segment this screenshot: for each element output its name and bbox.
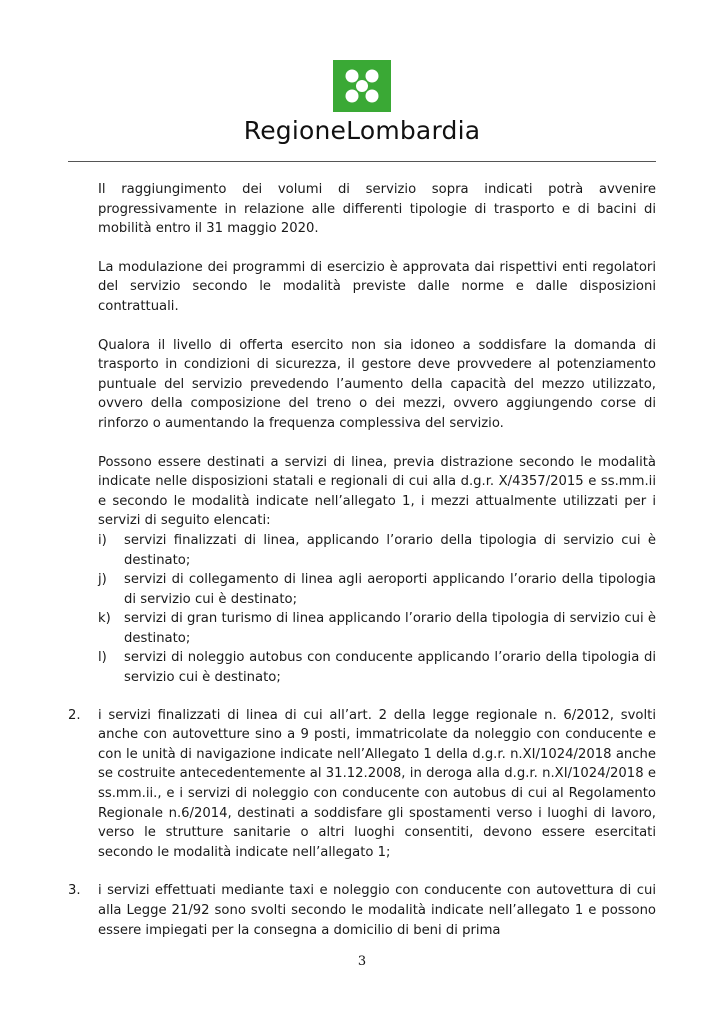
page-number: 3 bbox=[357, 954, 367, 969]
numbered-item-text: i servizi finalizzati di linea di cui all’art. 2 della legge regionale n. 6/2012, svolti anche con autovetture sino a 9 posti, immatricolate da noleggio con conducente e con le unità di navigazione indicate nell’Allegato 1 della d.g.r. n.XI/1024/2018 anche se costruite antecedentemente al 31.12.2008, in deroga alla d.g.r. n.XI/1024/2018 e ss.mm.ii., e i servizi di noleggio con conducente con autobus di cui al Regolamento Regionale n.6/2014, destinati a soddisfare gli spostamenti verso i luoghi di lavoro, verso le strutture sanitarie o altri luoghi consentiti, devono essere esercitati secondo le modalità indicate nell’allegato 1; bbox=[98, 707, 656, 860]
regione-lombardia-logo-icon bbox=[333, 60, 391, 112]
list-item-text: servizi di gran turismo di linea applicando l’orario della tipologia di servizio cui è destinato; bbox=[124, 611, 656, 646]
numbered-item bbox=[68, 706, 656, 863]
header-divider bbox=[68, 161, 656, 162]
list-item bbox=[98, 531, 656, 570]
list-marker: l) bbox=[98, 650, 107, 666]
list-item-text: servizi di collegamento di linea agli aeroporti applicando l’orario della tipologia di servizio cui è destinato; bbox=[124, 572, 656, 607]
list-item bbox=[98, 609, 656, 648]
list-marker: j) bbox=[98, 572, 107, 588]
list-item bbox=[98, 570, 656, 609]
page-header bbox=[0, 0, 724, 166]
list-item-text: servizi di noleggio autobus con conducente applicando l’orario della tipologia di servizio cui è destinato; bbox=[124, 650, 656, 686]
service-list bbox=[98, 531, 656, 688]
document-body bbox=[68, 180, 656, 959]
item-number: 3. bbox=[68, 883, 81, 899]
list-marker: i) bbox=[98, 532, 107, 548]
paragraph: La modulazione dei programmi di esercizio è approvata dai rispettivi enti regolatori del servizio secondo le modalità previste dalle norme e dalle disposizioni contrattuali. bbox=[98, 259, 656, 314]
brand-name: RegioneLombardia bbox=[243, 116, 481, 145]
paragraph: Possono essere destinati a servizi di linea, previa distrazione secondo le modalità indicate nelle disposizioni statali e regionali di cui alla d.g.r. X/4357/2015 e ss.mm.ii e secondo le modalità indicate nell’allegato 1, i mezzi attualmente utilizzati per i servizi di seguito elencati: bbox=[98, 454, 656, 529]
list-item bbox=[98, 648, 656, 687]
numbered-item-text: i servizi effettuati mediante taxi e noleggio con conducente con autovettura di cui alla Legge 21/92 sono svolti secondo le modalità indicate nell’allegato 1 e possono essere impiegati per la consegna a domicilio di beni di prima bbox=[98, 883, 656, 938]
item-number: 2. bbox=[68, 707, 81, 723]
paragraph: Qualora il livello di offerta esercito non sia idoneo a soddisfare la domanda di trasporto in condizioni di sicurezza, il gestore deve provvedere al potenziamento puntuale del servizio prevedendo l’aumento della capacità del mezzo utilizzato, ovvero della composizione del treno o dei mezzi, ovvero aggiungendo corse di rinforzo o aumentando la frequenza complessiva del servizio. bbox=[98, 337, 656, 431]
list-item-text: servizi finalizzati di linea, applicando l’orario della tipologia di servizio cui è destinato; bbox=[124, 532, 656, 568]
list-marker: k) bbox=[98, 611, 111, 627]
paragraph: Il raggiungimento dei volumi di servizio sopra indicati potrà avvenire progressivamente in relazione alle differenti tipologie di trasporto e di bacini di mobilità entro il 31 maggio 2020. bbox=[98, 182, 656, 237]
numbered-item bbox=[68, 881, 656, 940]
